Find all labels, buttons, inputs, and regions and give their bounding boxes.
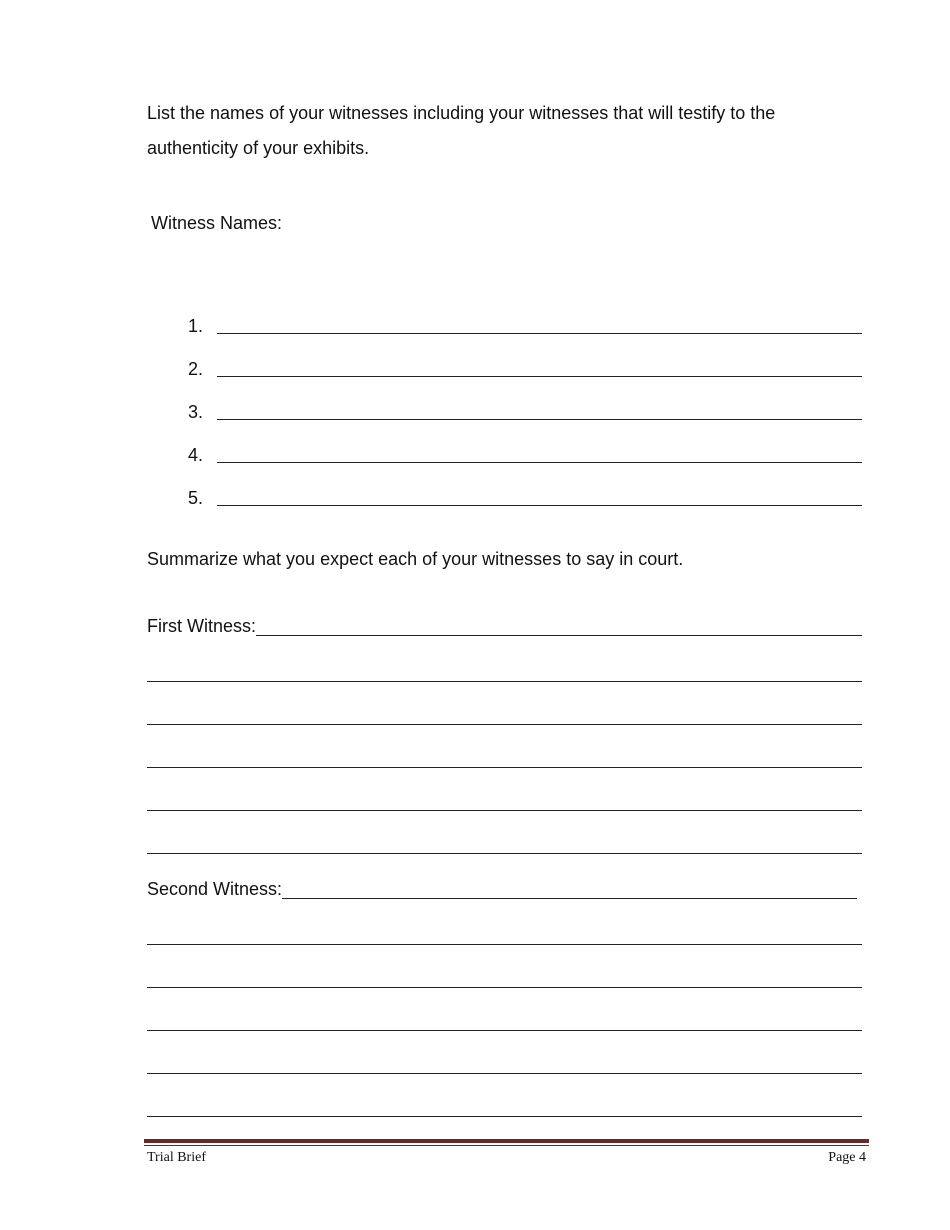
footer-page-number: Page 4	[828, 1150, 866, 1165]
answer-line[interactable]	[147, 682, 862, 725]
list-number: 5.	[188, 488, 204, 508]
second-witness-blank[interactable]	[282, 874, 857, 899]
summary-prompt: Summarize what you expect each of your witnesses to say in court.	[147, 549, 684, 569]
answer-line[interactable]	[147, 639, 862, 682]
list-number: 1.	[188, 316, 204, 336]
witness-name-blank[interactable]	[217, 438, 862, 463]
witness-names-heading: Witness Names:	[151, 213, 283, 233]
witness-name-blank[interactable]	[217, 352, 862, 377]
footer-title: Trial Brief	[147, 1150, 206, 1165]
answer-line[interactable]	[147, 811, 862, 854]
list-number: 2.	[188, 359, 204, 379]
answer-line[interactable]	[147, 725, 862, 768]
list-number: 4.	[188, 445, 204, 465]
answer-line[interactable]	[147, 902, 862, 945]
footer-rule	[144, 1139, 869, 1143]
list-number: 3.	[188, 402, 204, 422]
answer-line[interactable]	[147, 1031, 862, 1074]
intro-paragraph: List the names of your witnesses including your witnesses that will testify to the authenticity of your exhibits.	[147, 103, 776, 158]
first-witness-label-line	[147, 609, 862, 639]
list-item	[188, 296, 862, 339]
list-item	[188, 382, 862, 425]
answer-line[interactable]	[147, 1074, 862, 1117]
witness-name-blank[interactable]	[217, 309, 862, 334]
first-witness-label: First Witness:	[147, 616, 257, 636]
second-witness-answers	[147, 902, 862, 1117]
second-witness-section	[147, 872, 857, 902]
list-item	[188, 468, 862, 511]
witness-name-blank[interactable]	[217, 481, 862, 506]
second-witness-label: Second Witness:	[147, 879, 283, 899]
witness-name-blank[interactable]	[217, 395, 862, 420]
second-witness-label-line	[147, 872, 857, 902]
first-witness-blank[interactable]	[256, 611, 862, 636]
first-witness-section	[147, 609, 862, 854]
list-item	[188, 339, 862, 382]
answer-line[interactable]	[147, 768, 862, 811]
footer-rule-thin	[144, 1145, 869, 1146]
answer-line[interactable]	[147, 945, 862, 988]
answer-line[interactable]	[147, 988, 862, 1031]
list-item	[188, 425, 862, 468]
witness-names-list	[188, 296, 862, 511]
